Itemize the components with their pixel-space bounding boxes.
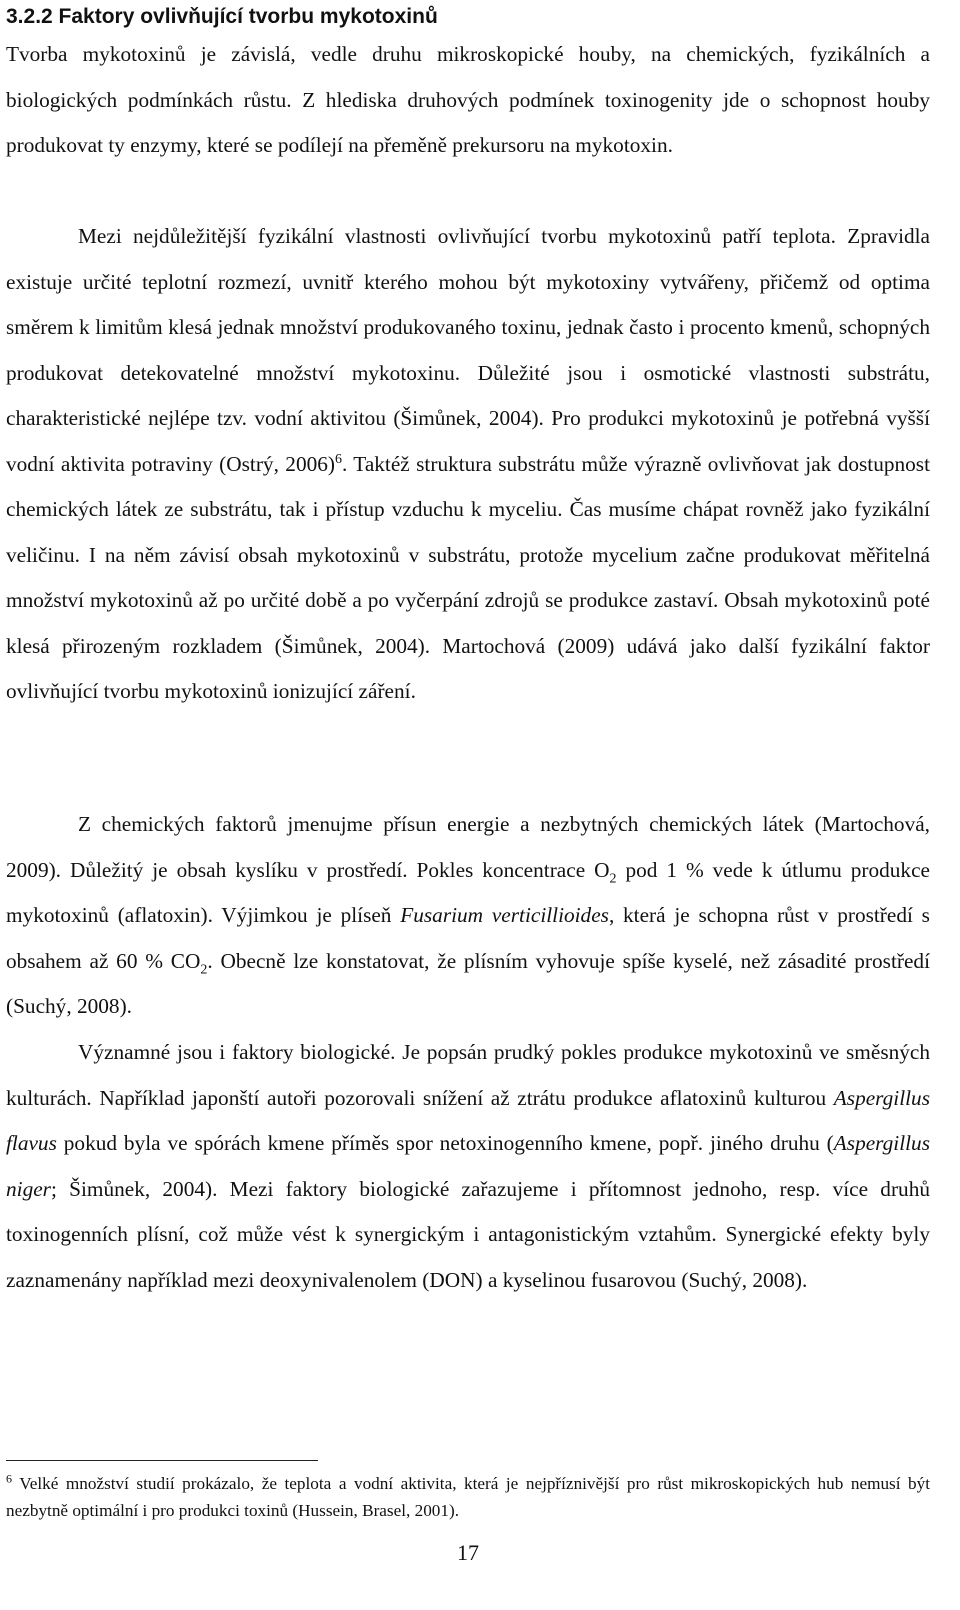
paragraph-3-text-a: Z chemických faktorů jmenujme přísun energie a nezbytných chemických látek (Martochová, 2009). Důležitý je obsah kyslíku v prostředí. Pokles koncentrace O bbox=[6, 812, 930, 882]
paragraph-1: Tvorba mykotoxinů je závislá, vedle druhu mikroskopické houby, na chemických, fyzikálních a biologických podmínkách růstu. Z hlediska druhových podmínek toxinogenity jde o schopnost houby produkovat ty enzymy, které se podílejí na přeměně prekursoru na mykotoxin. bbox=[6, 42, 930, 157]
species-name-aspergillus-flavus: Aspergillus flavus bbox=[6, 1085, 930, 1155]
paragraph-3-text-d: . Obecně lze konstatovat, že plísním vyhovuje spíše kyselé, než zásadité prostředí (Suchý, 2008). bbox=[6, 948, 930, 1018]
paragraph-3-text-c: , která je schopna růst v prostředí s obsahem až 60 % CO bbox=[6, 903, 930, 973]
footnote-separator bbox=[6, 1460, 318, 1461]
paragraph-4 bbox=[6, 1030, 930, 1303]
paragraph-4-text-b: pokud byla ve spórách kmene příměs spor netoxinogenního kmene, popř. jiného druhu ( bbox=[56, 1131, 834, 1155]
paragraph-4-text-c: ; Šimůnek, 2004). Mezi faktory biologické zařazujeme i přítomnost jednoho, resp. více druhů toxinogenních plísní, což může vést k synergickým i antagonistickým vztahům. Synergické efekty byly zaznamenány například mezi deoxynivalenolem (DON) a kyselinou fusarovou (Suchý, 2008). bbox=[6, 1176, 930, 1292]
footnote-reference: 6 bbox=[334, 451, 342, 467]
paragraph-3 bbox=[6, 802, 930, 1030]
species-name-aspergillus-niger: Aspergillus niger bbox=[6, 1131, 930, 1201]
page-number: 17 bbox=[457, 1540, 479, 1565]
paragraph-4-text-a: Významné jsou i faktory biologické. Je popsán prudký pokles produkce mykotoxinů ve směsných kulturách. Například japonští autoři pozorovali snížení až ztrátu produkce aflatoxinů kulturou bbox=[6, 1040, 930, 1110]
footnote-text: Velké množství studií prokázalo, že teplota a vodní aktivita, která je nejpříznivější pro růst mikroskopických hub nemusí být nezbytně optimální i pro produkci toxinů (Hussein, Brasel, 2001). bbox=[6, 1474, 930, 1520]
section-heading: 3.2.2 Faktory ovlivňující tvorbu mykotoxinů bbox=[6, 5, 438, 28]
paragraph-2-text-a: Mezi nejdůležitější fyzikální vlastnosti ovlivňující tvorbu mykotoxinů patří teplota. Zpravidla existuje určité teplotní rozmezí, uvnitř kterého mohou být mykotoxiny vytvářeny, přičemž od optima směrem k limitům klesá jednak množství produkovaného toxinu, jednak často i procento kmenů, schopných produkovat detekovatelné množství mykotoxinu. Důležité jsou i osmotické vlastnosti substrátu, charakteristické nejlépe tzv. vodní aktivitou (Šimůnek, 2004). Pro produkci mykotoxinů je potřebná vyšší vodní aktivita potraviny (Ostrý, 2006) bbox=[6, 224, 930, 476]
footnote-marker: 6 bbox=[6, 1471, 12, 1486]
footnote bbox=[6, 1470, 930, 1524]
paragraph-3-text-b: pod 1 % vede k útlumu produkce mykotoxinů (aflatoxin). Výjimkou je plíseň bbox=[6, 857, 930, 927]
paragraph-2 bbox=[6, 214, 930, 715]
subscript-co2: 2 bbox=[200, 961, 208, 977]
subscript-o2: 2 bbox=[609, 870, 617, 886]
paragraph-2-text-b: . Taktéž struktura substrátu může výrazně ovlivňovat jak dostupnost chemických látek ze substrátu, tak i přístup vzduchu k myceliu. Čas musíme chápat rovněž jako fyzikální veličinu. I na něm závisí obsah mykotoxinů v substrátu, protože mycelium začne produkovat měřitelná množství mykotoxinů až po určité době a po vyčerpání zdrojů se produkce zastaví. Obsah mykotoxinů poté klesá přirozeným rozkladem (Šimůnek, 2004). Martochová (2009) udává jako další fyzikální faktor ovlivňující tvorbu mykotoxinů ionizující záření. bbox=[6, 451, 930, 703]
species-name-fusarium: Fusarium verticillioides bbox=[400, 903, 609, 927]
